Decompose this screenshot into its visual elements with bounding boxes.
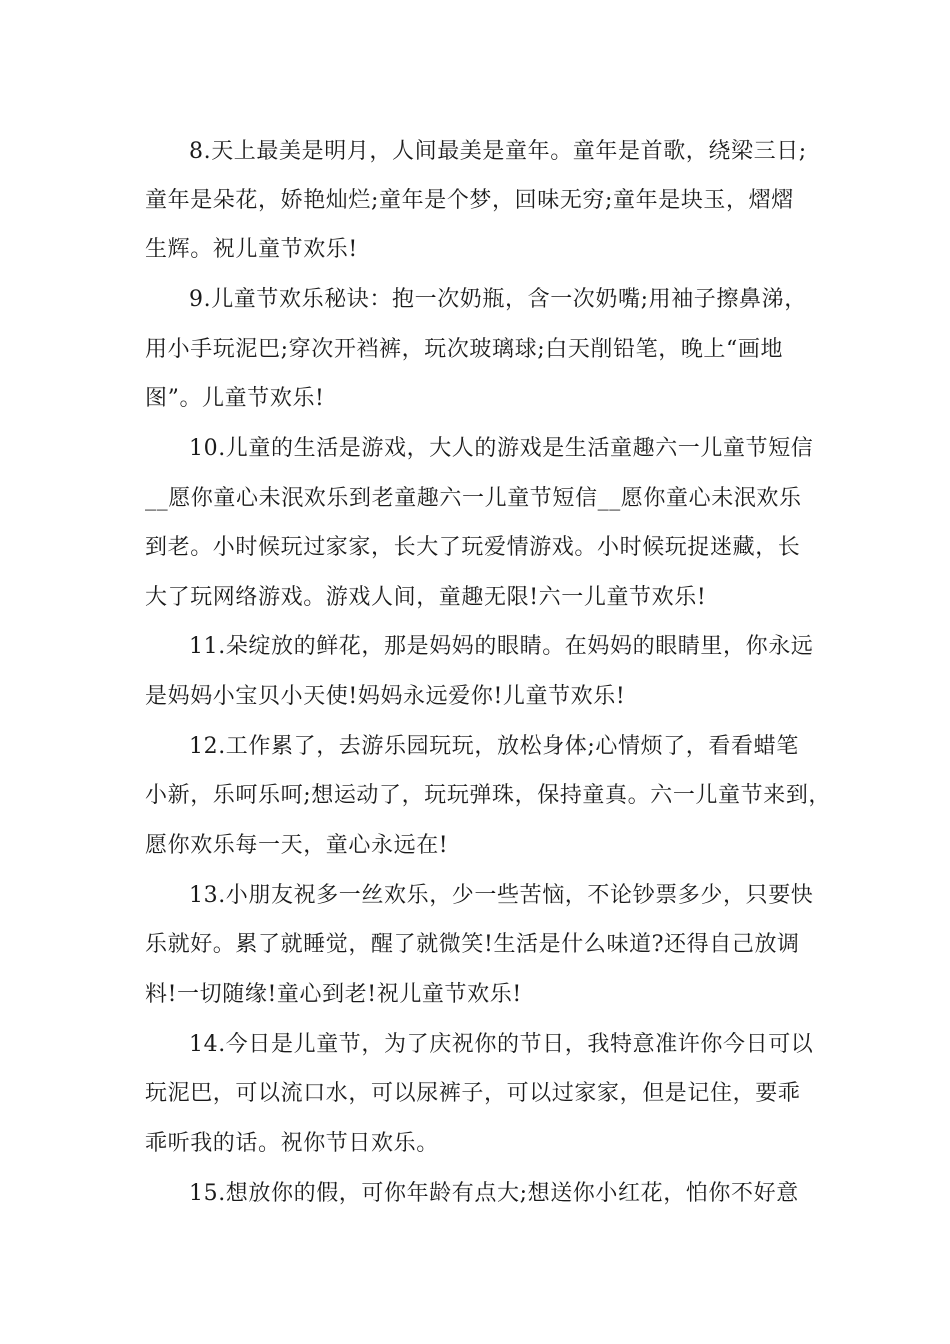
text-line: 愿你欢乐每一天，童心永远在! — [145, 833, 449, 858]
text-line: 生辉。祝儿童节欢乐! — [145, 237, 358, 262]
text-line: 到老。小时候玩过家家，长大了玩爱情游戏。小时候玩捉迷藏，长 — [145, 535, 801, 560]
text-line: 童年是朵花，娇艳灿烂;童年是个梦，回味无穷;童年是块玉，熠熠 — [145, 188, 794, 213]
text-line: 10.儿童的生活是游戏，大人的游戏是生活童趣六一儿童节短信 — [189, 436, 814, 461]
text-line: 料!一切随缘!童心到老!祝儿童节欢乐! — [145, 982, 522, 1007]
text-line: 11.朵绽放的鲜花，那是妈妈的眼睛。在妈妈的眼睛里，你永远 — [189, 634, 814, 659]
text-line: 是妈妈小宝贝小天使!妈妈永远爱你!儿童节欢乐! — [145, 684, 626, 709]
text-line: 13.小朋友祝多一丝欢乐，少一些苦恼，不论钞票多少，只要快 — [189, 883, 814, 908]
text-line: 小新，乐呵乐呵;想运动了，玩玩弹珠，保持童真。六一儿童节来到， — [145, 783, 832, 808]
text-line: 大了玩网络游戏。游戏人间，童趣无限!六一儿童节欢乐! — [145, 585, 707, 610]
text-line: 乐就好。累了就睡觉，醒了就微笑!生活是什么味道?还得自己放调 — [145, 932, 800, 957]
text-line: 9.儿童节欢乐秘诀：抱一次奶瓶，含一次奶嘴;用袖子擦鼻涕， — [189, 287, 807, 312]
text-line: 玩泥巴，可以流口水，可以尿裤子，可以过家家，但是记住，要乖 — [145, 1081, 801, 1106]
text-line: 乖听我的话。祝你节日欢乐。 — [145, 1131, 439, 1156]
text-line: 15.想放你的假，可你年龄有点大;想送你小红花，怕你不好意 — [189, 1181, 799, 1206]
text-line: __愿你童心未泯欢乐到老童趣六一儿童节短信__愿你童心未泯欢乐 — [145, 486, 802, 511]
text-line: 12.工作累了，去游乐园玩玩，放松身体;心情烦了，看看蜡笔 — [189, 734, 799, 759]
text-line: 8.天上最美是明月，人间最美是童年。童年是首歌，绕梁三日; — [189, 139, 807, 164]
text-line: 图”。儿童节欢乐! — [145, 386, 325, 411]
text-line: 用小手玩泥巴;穿次开裆裤，玩次玻璃球;白天削铅笔，晚上“画地 — [145, 337, 784, 362]
text-line: 14.今日是儿童节，为了庆祝你的节日，我特意准许你今日可以 — [189, 1032, 814, 1057]
